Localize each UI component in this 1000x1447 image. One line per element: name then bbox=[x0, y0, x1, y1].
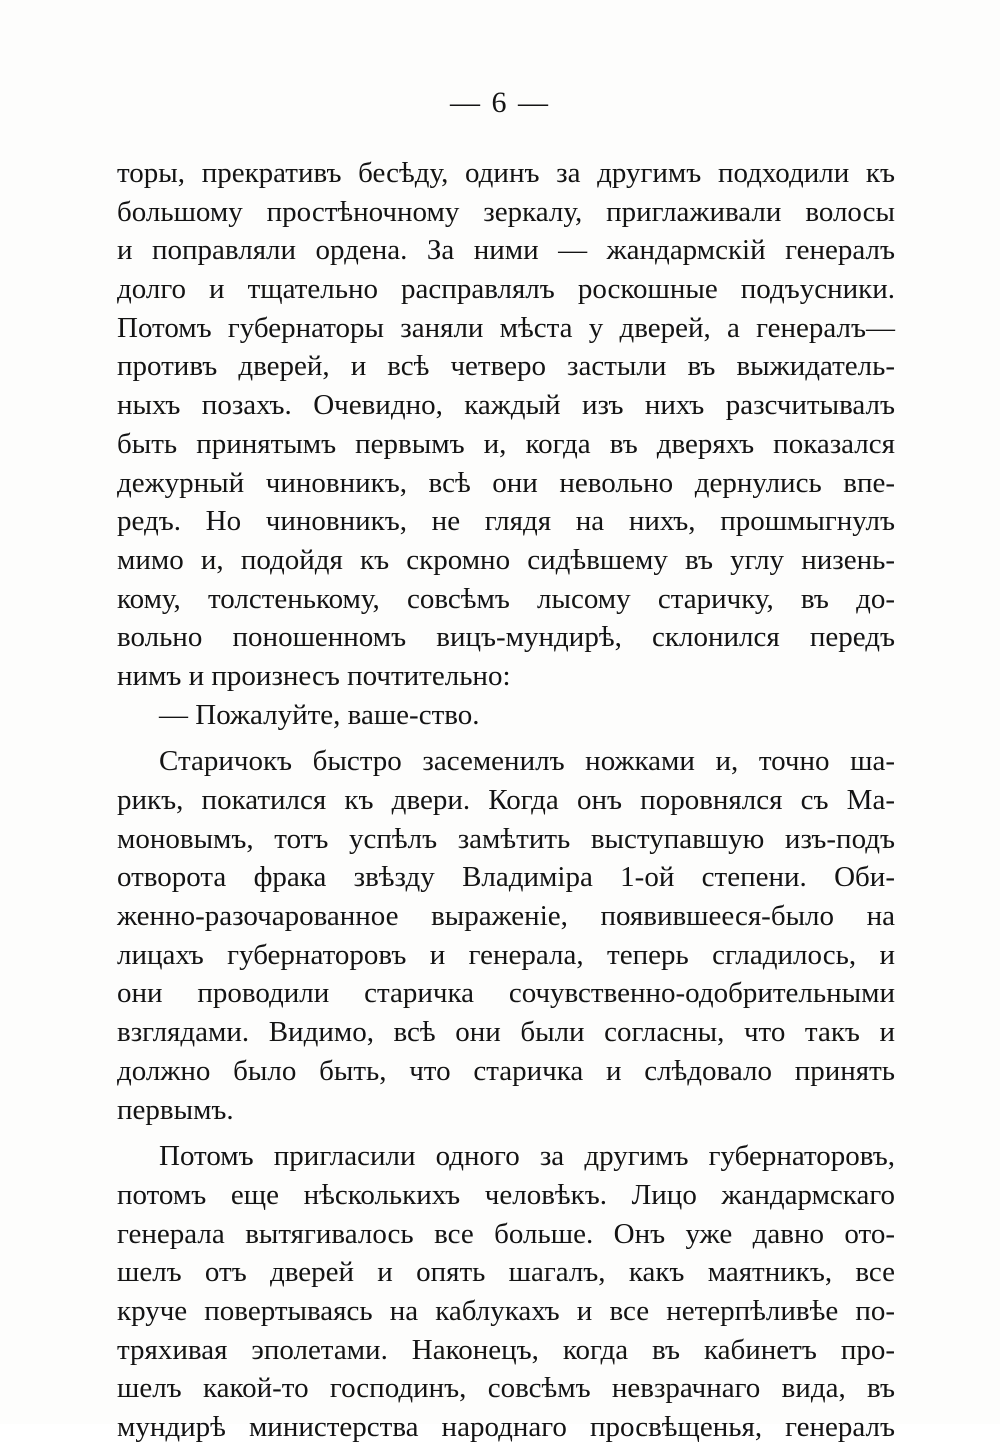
paragraph-gap bbox=[117, 734, 895, 742]
page-number: — 6 — bbox=[450, 86, 550, 119]
text-line: круче повертываясь на каблукахъ и все нетерпѣливѣе по- bbox=[117, 1294, 895, 1327]
text-line: должно было быть, что старичка и слѣдовало принять bbox=[117, 1054, 895, 1087]
text-line: лицахъ губернаторовъ и генерала, теперь сгладилось, и bbox=[117, 938, 895, 971]
text-line: и поправляли ордена. За ними — жандармскій генералъ bbox=[117, 234, 895, 267]
text-line: Потомъ пригласили одного за другимъ губернаторовъ, bbox=[159, 1140, 895, 1173]
text-line: кому, толстенькому, совсѣмъ лысому старичку, въ до- bbox=[117, 582, 895, 615]
text-line: быть принятымъ первымъ и, когда въ дверяхъ показался bbox=[117, 427, 895, 460]
body-text bbox=[117, 154, 895, 1447]
paragraph bbox=[117, 696, 895, 735]
text-line: они проводили старичка сочувственно-одобрительными bbox=[117, 977, 895, 1010]
text-line: тряхивая эполетами. Наконецъ, когда въ кабинетъ про- bbox=[117, 1333, 895, 1366]
text-line: редъ. Но чиновникъ, не глядя на нихъ, прошмыгнулъ bbox=[117, 505, 895, 538]
text-line: моновымъ, тотъ успѣлъ замѣтить выступавшую изъ-подъ bbox=[117, 822, 895, 855]
text-line: генерала вытягивалось все больше. Онъ уже давно ото- bbox=[117, 1217, 895, 1250]
text-line: рикъ, покатился къ двери. Когда онъ поровнялся съ Ма- bbox=[117, 784, 895, 816]
text-line: Потомъ губернаторы заняли мѣста у дверей, а генералъ— bbox=[117, 311, 895, 344]
text-line: нимъ и произнесъ почтительно: bbox=[117, 659, 511, 692]
text-line: долго и тщательно расправлялъ роскошные подъусники. bbox=[117, 273, 895, 306]
text-line: мимо и, подойдя къ скромно сидѣвшему въ углу низень- bbox=[117, 543, 895, 576]
text-line: дежурный чиновникъ, всѣ они невольно дернулись впе- bbox=[117, 466, 895, 499]
text-line: ныхъ позахъ. Очевидно, каждый изъ нихъ разсчитывалъ bbox=[117, 389, 895, 422]
text-line: потомъ еще нѣсколькихъ человѣкъ. Лицо жандармскаго bbox=[117, 1178, 895, 1211]
text-line: противъ дверей, и всѣ четверо застыли въ выжидатель- bbox=[117, 350, 895, 383]
text-line: Старичокъ быстро засеменилъ ножками и, точно ша- bbox=[159, 745, 895, 778]
paragraph bbox=[117, 1137, 895, 1447]
paragraph-gap bbox=[117, 1129, 895, 1137]
text-line: шелъ отъ дверей и опять шагалъ, какъ маятникъ, все bbox=[117, 1256, 895, 1289]
text-line: женно-разочарованное выраженіе, появившееся-было на bbox=[117, 900, 895, 933]
text-line: мундирѣ министерства народнаго просвѣщенья, генералъ bbox=[117, 1411, 895, 1443]
text-line: первымъ. bbox=[117, 1093, 234, 1126]
paragraph bbox=[117, 154, 895, 696]
text-line: большому простѣночному зеркалу, приглаживали волосы bbox=[117, 195, 895, 228]
dialogue-line: — Пожалуйте, ваше-ство. bbox=[159, 698, 480, 731]
text-line: взглядами. Видимо, всѣ они были согласны, что такъ и bbox=[117, 1016, 895, 1049]
paragraph bbox=[117, 742, 895, 1129]
text-line: торы, прекративъ бесѣду, одинъ за другимъ подходили къ bbox=[117, 157, 895, 189]
text-line: вольно поношенномъ вицъ-мундирѣ, склонился передъ bbox=[117, 621, 895, 654]
text-line: отворота фрака звѣзду Владиміра 1-ой степени. Оби- bbox=[117, 861, 895, 894]
text-line: шелъ какой-то господинъ, совсѣмъ невзрачнаго вида, въ bbox=[117, 1372, 895, 1405]
